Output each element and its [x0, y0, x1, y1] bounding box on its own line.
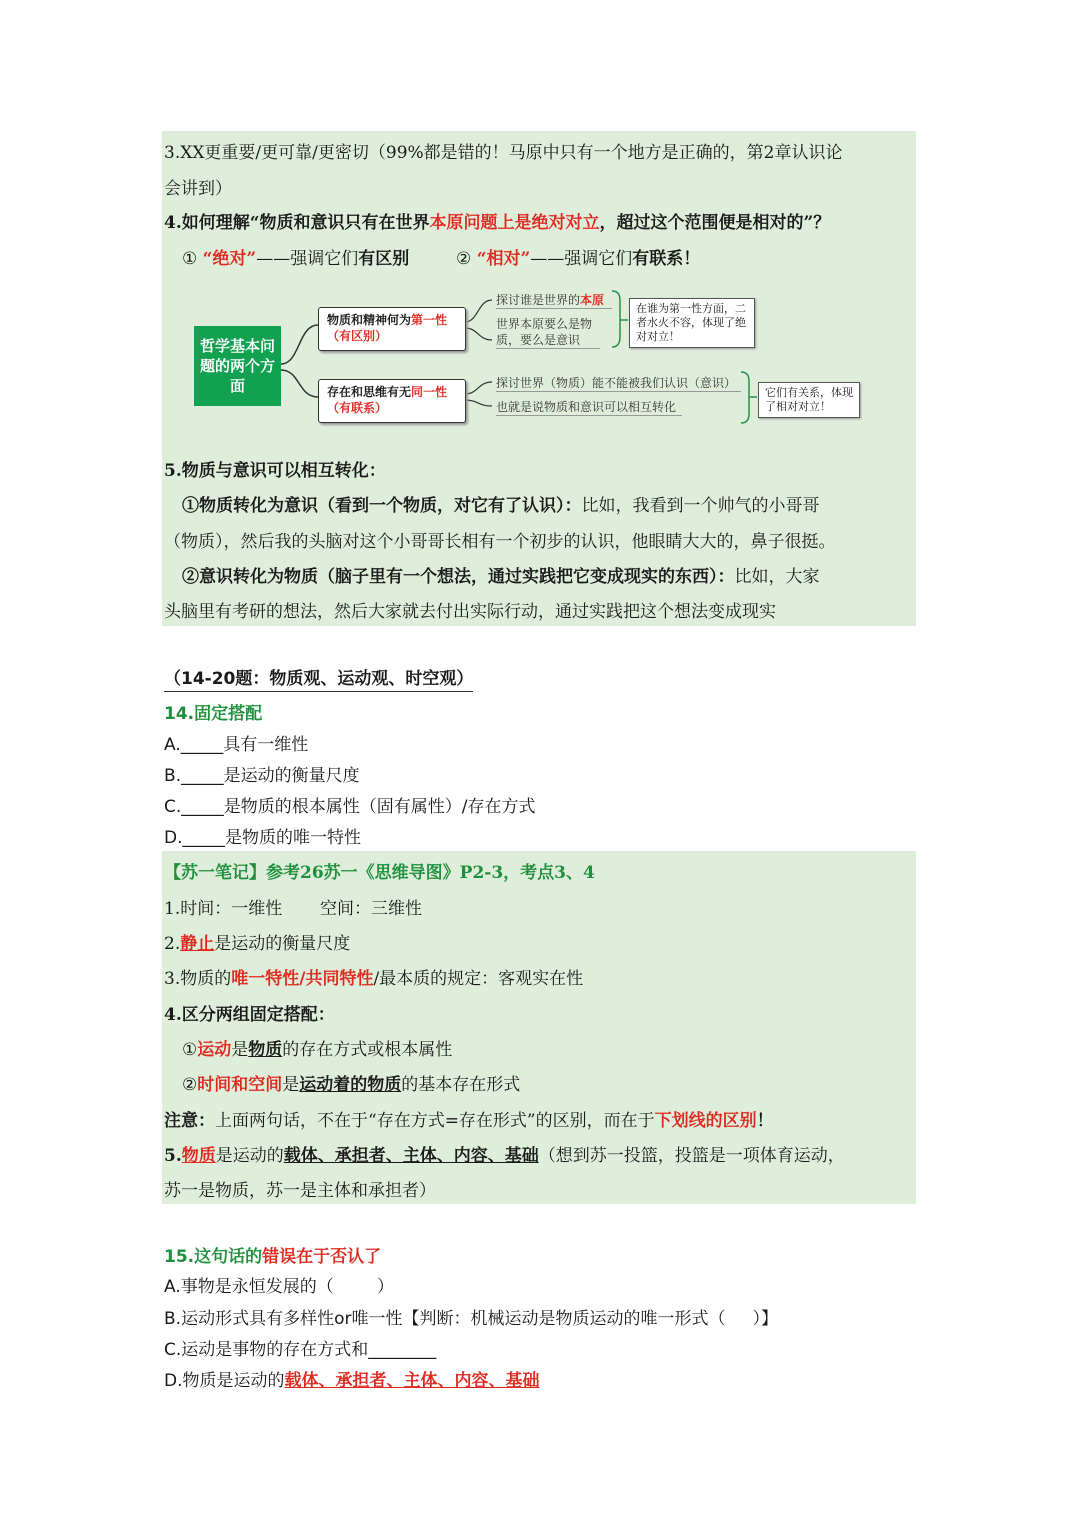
option-c	[164, 792, 536, 817]
rel-key: 有联系！	[632, 249, 701, 269]
q15-option-a: A.事物是永恒发展的（ ）	[164, 1277, 394, 1297]
q5b-bold: ②意识转化为物质（脑子里有一个想法，通过实践把它变成现实的东西）：	[182, 567, 735, 587]
option-blank: _____	[182, 828, 225, 848]
q4-suffix: ，超过这个范围便是相对的”？	[599, 213, 831, 233]
option-blank: _____	[181, 797, 224, 817]
text-line: 头脑里有考研的想法，然后大家就去付出实际行动，通过实践把这个想法变成现实	[164, 602, 776, 622]
option-blank: _____	[181, 766, 224, 786]
mindmap-node-first	[318, 307, 466, 351]
text: D.物质是运动的	[164, 1371, 285, 1391]
option-b	[164, 761, 360, 786]
text: 3.物质的	[164, 969, 232, 989]
leaf-highlight: 本原	[580, 293, 605, 307]
node2-pre: 存在和思维有无	[327, 385, 412, 399]
mindmap-note: 在谁为第一性方面，二者水火不容，体现了绝对对立！	[629, 298, 755, 348]
highlight: 运动	[197, 1040, 232, 1060]
rel-dash: ——强调它们	[530, 249, 633, 269]
highlight: 错误在于	[262, 1247, 331, 1267]
mindmap-root: 哲学基本问题的两个方面	[194, 326, 281, 406]
text-line: 3.XX更重要/更可靠/更密切（99%都是错的！马原中只有一个地方是正确的，第2章认识论	[164, 143, 843, 163]
section-title: （14-20题：物质观、运动观、时空观）	[164, 664, 473, 692]
text-line	[182, 491, 820, 516]
mindmap-leaf	[496, 291, 612, 309]
abs-dash: ——强调它们	[256, 249, 359, 269]
note-line-5	[164, 1141, 845, 1166]
highlight: 否认了	[330, 1247, 382, 1267]
text-line: 会讲到）	[164, 179, 232, 199]
option-label: A.	[164, 735, 181, 755]
mindmap-note: 它们有关系，体现了相对对立！	[758, 382, 860, 418]
q5a-text: 比如，我看到一个帅气的小哥哥	[581, 496, 820, 516]
mindmap-node-second	[318, 379, 466, 423]
text: ！	[756, 1111, 774, 1131]
highlight: 静止	[180, 934, 215, 954]
text: 是	[282, 1075, 300, 1095]
note-header: 【苏一笔记】参考26苏一《思维导图》P2-3，考点3、4	[164, 863, 595, 883]
highlight: 下划线的区别	[654, 1111, 757, 1131]
mindmap-leaf: 世界本原要么是物质，要么是意识	[496, 316, 600, 349]
num: 5.	[164, 1146, 182, 1166]
q4-highlight: 本原问题上是绝对对立	[429, 213, 600, 233]
node2-hl: 同一性	[411, 385, 448, 399]
note-line-4b	[182, 1070, 520, 1095]
q15-option-c: C.运动是事物的存在方式和________	[164, 1340, 437, 1360]
highlight: 唯一特性/共同特性	[231, 969, 374, 989]
underlined: 运动着的物质	[299, 1075, 402, 1095]
option-label: D.	[164, 828, 183, 848]
note-attention	[164, 1106, 774, 1131]
label: 注意：	[164, 1111, 215, 1131]
text: 的存在方式或根本属性	[282, 1040, 453, 1060]
q4-prefix: 4.如何理解“物质和意识只有在世界	[164, 213, 430, 233]
option-label: B.	[164, 766, 182, 786]
rel-word: “相对”	[476, 249, 531, 269]
abs-key: 有区别	[358, 249, 410, 269]
text-line: （物质），然后我的头脑对这个小哥哥长相有一个初步的认识，他眼睛大大的，鼻子很挺。	[164, 532, 836, 552]
text: 是	[231, 1040, 249, 1060]
option-label: C.	[164, 797, 182, 817]
option-text: 是运动的衡量尺度	[223, 766, 360, 786]
option-text: 是物质的唯一特性	[225, 828, 361, 848]
mindmap-leaf: 也就是说物质和意识可以相互转化	[496, 398, 682, 416]
num: ②	[182, 1075, 198, 1095]
text: 的基本存在形式	[401, 1075, 521, 1095]
text: 是运动的衡量尺度	[214, 934, 351, 954]
note-line-3	[164, 964, 583, 989]
text: /最本质的规定：客观实在性	[373, 969, 584, 989]
question-14-title: 14.固定搭配	[164, 704, 263, 724]
q5a-bold: ①物质转化为意识（看到一个物质，对它有了认识）：	[182, 496, 582, 516]
node1-hl: 第一性	[411, 313, 448, 327]
q5b-text: 比如，大家	[734, 567, 820, 587]
q15-option-d	[164, 1366, 540, 1391]
option-blank: _____	[180, 735, 224, 755]
node1-sub: （有区别）	[327, 329, 388, 343]
abs-word: “绝对”	[202, 249, 257, 269]
highlight: 物质	[181, 1146, 216, 1166]
node1-pre: 物质和精神何为	[327, 313, 412, 327]
option-a	[164, 730, 308, 755]
text: 是运动的	[215, 1146, 284, 1166]
note-line-4a	[182, 1035, 452, 1060]
underlined: 物质	[248, 1040, 283, 1060]
note-line-5b: 苏一是物质，苏一是主体和承担者）	[164, 1181, 436, 1201]
text: （想到苏一投篮，投篮是一项体育运动，	[538, 1146, 845, 1166]
node2-sub: （有联系）	[327, 401, 388, 415]
option-text: 是物质的根本属性（固有属性）/存在方式	[223, 797, 536, 817]
text: 上面两句话，不在于“存在方式=存在形式”的区别，而在于	[215, 1111, 655, 1131]
q15-option-b: B.运动形式具有多样性or唯一性【判断：机械运动是物质运动的唯一形式（ ）】	[164, 1309, 778, 1329]
question-5: 5.物质与意识可以相互转化：	[164, 461, 386, 481]
leaf-text: 探讨谁是世界的	[496, 293, 581, 307]
note-line-4: 4.区分两组固定搭配：	[164, 1005, 335, 1025]
option-text: 具有一维性	[223, 735, 309, 755]
highlight: 载体、承担者、主体、内容、基础	[284, 1371, 540, 1391]
mindmap-leaf: 探讨世界（物质）能不能被我们认识（意识）	[496, 374, 741, 392]
option-d	[164, 823, 361, 848]
rel-num: ②	[456, 249, 472, 269]
underlined: 载体、承担者、主体、内容、基础	[283, 1146, 539, 1166]
text: 15.这句话的	[164, 1247, 263, 1267]
num: ①	[182, 1040, 198, 1060]
note-line-2	[164, 929, 350, 954]
question-15-title	[164, 1242, 381, 1267]
note-line-1: 1.时间：一维性 空间：三维性	[164, 899, 423, 919]
num: 2.	[164, 934, 181, 954]
highlight: 时间和空间	[197, 1075, 283, 1095]
abs-num: ①	[182, 249, 198, 269]
text-line	[182, 562, 820, 587]
